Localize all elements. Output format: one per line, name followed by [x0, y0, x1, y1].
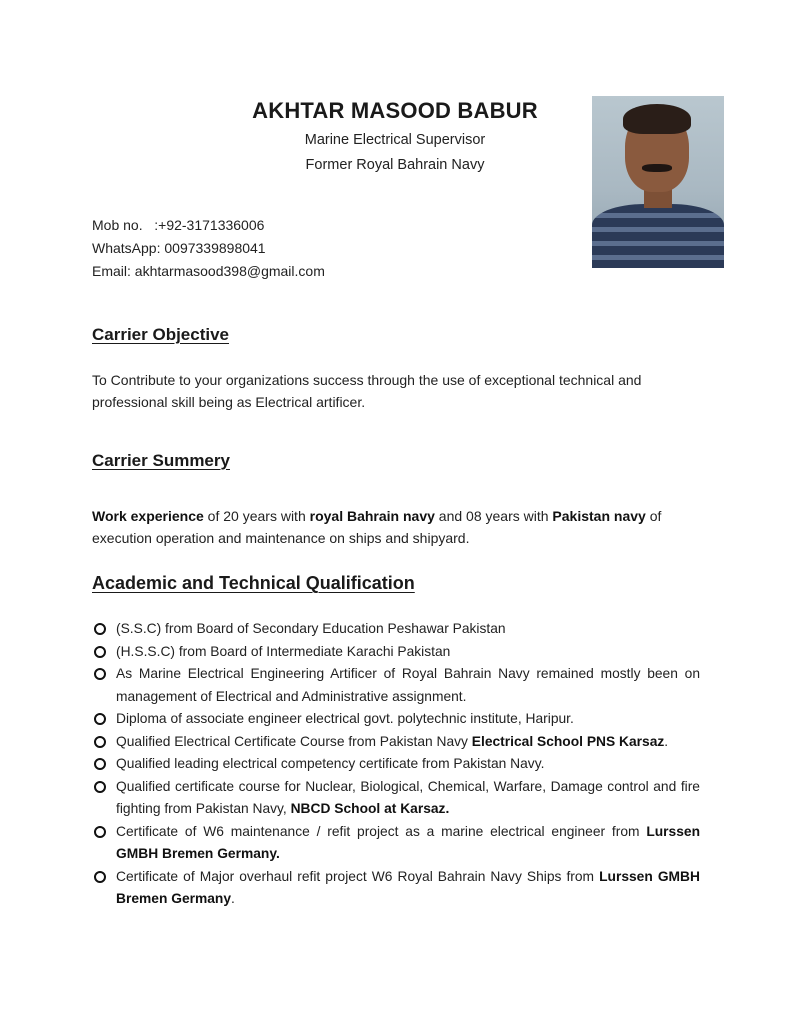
- summary-part-bold: Pakistan navy: [552, 508, 646, 524]
- circle-bullet-icon: [94, 736, 106, 748]
- qualification-list: [92, 618, 700, 911]
- summary-part: and 08 years with: [434, 508, 553, 524]
- circle-bullet-icon: [94, 826, 106, 838]
- item-bold: Electrical School PNS Karsaz: [471, 733, 665, 749]
- mobile-number: Mob no. :+92-3171336006: [92, 217, 265, 233]
- item-text: Qualified certificate course for Nuclear, Biological, Chemical, Warfare, Damage control and fire fighting from Pakistan Navy,: [116, 778, 700, 816]
- list-item: [92, 731, 700, 754]
- item-text: Qualified leading electrical competency certificate from Pakistan Navy.: [116, 756, 545, 771]
- circle-bullet-icon: [94, 646, 106, 658]
- list-item: [92, 776, 700, 821]
- circle-bullet-icon: [94, 781, 106, 793]
- item-text: (H.S.S.C) from Board of Intermediate Karachi Pakistan: [116, 643, 451, 659]
- circle-bullet-icon: [94, 623, 106, 635]
- item-bold: NBCD School at Karsaz.: [290, 801, 450, 816]
- candidate-name: AKHTAR MASOOD BABUR: [252, 98, 538, 123]
- email-address: Email: akhtarmasood398@gmail.com: [92, 263, 325, 279]
- list-item: [92, 753, 700, 776]
- profile-photo: [592, 96, 724, 268]
- whatsapp-number: WhatsApp: 0097339898041: [92, 240, 266, 256]
- circle-bullet-icon: [94, 758, 106, 770]
- qualification-heading: Academic and Technical Qualification: [92, 573, 415, 593]
- circle-bullet-icon: [94, 713, 106, 725]
- summary-part: of 20 years with: [203, 508, 310, 524]
- list-item: [92, 821, 700, 866]
- item-text: Certificate of Major overhaul refit project W6 Royal Bahrain Navy Ships from: [116, 868, 600, 884]
- circle-bullet-icon: [94, 668, 106, 680]
- objective-heading: Carrier Objective: [92, 325, 230, 344]
- item-tail: .: [231, 891, 235, 906]
- item-text: Certificate of W6 maintenance / refit project as a marine electrical engineer from: [116, 823, 647, 839]
- list-item: [92, 663, 700, 708]
- item-text: (S.S.C) from Board of Secondary Education Peshawar Pakistan: [116, 621, 506, 636]
- summary-heading: Carrier Summery: [92, 451, 230, 470]
- former-employer: Former Royal Bahrain Navy: [305, 157, 485, 173]
- item-text: Qualified Electrical Certificate Course from Pakistan Navy: [116, 733, 472, 749]
- summary-text: [92, 505, 700, 549]
- objective-text: To Contribute to your organizations success through the use of exceptional technical and professional skill being as Electrical artificer.: [92, 372, 642, 410]
- summary-part: of execution operation and maintenance on ships and shipyard.: [92, 508, 662, 546]
- summary-part-bold: royal Bahrain navy: [309, 508, 435, 524]
- item-bold: Lurssen GMBH Bremen Germany: [116, 868, 700, 906]
- circle-bullet-icon: [94, 871, 106, 883]
- summary-part-bold: Work experience: [92, 508, 204, 524]
- item-tail: .: [664, 733, 669, 749]
- list-item: [92, 708, 700, 731]
- list-item: [92, 866, 700, 911]
- list-item: [92, 641, 700, 664]
- list-item: [92, 618, 700, 641]
- job-title: Marine Electrical Supervisor: [304, 132, 486, 148]
- item-bold: Lurssen GMBH Bremen Germany.: [116, 823, 700, 861]
- item-text: As Marine Electrical Engineering Artificer of Royal Bahrain Navy remained mostly been on management of Electrical and Administrative assignment.: [116, 666, 700, 704]
- item-text: Diploma of associate engineer electrical govt. polytechnic institute, Haripur.: [116, 711, 574, 726]
